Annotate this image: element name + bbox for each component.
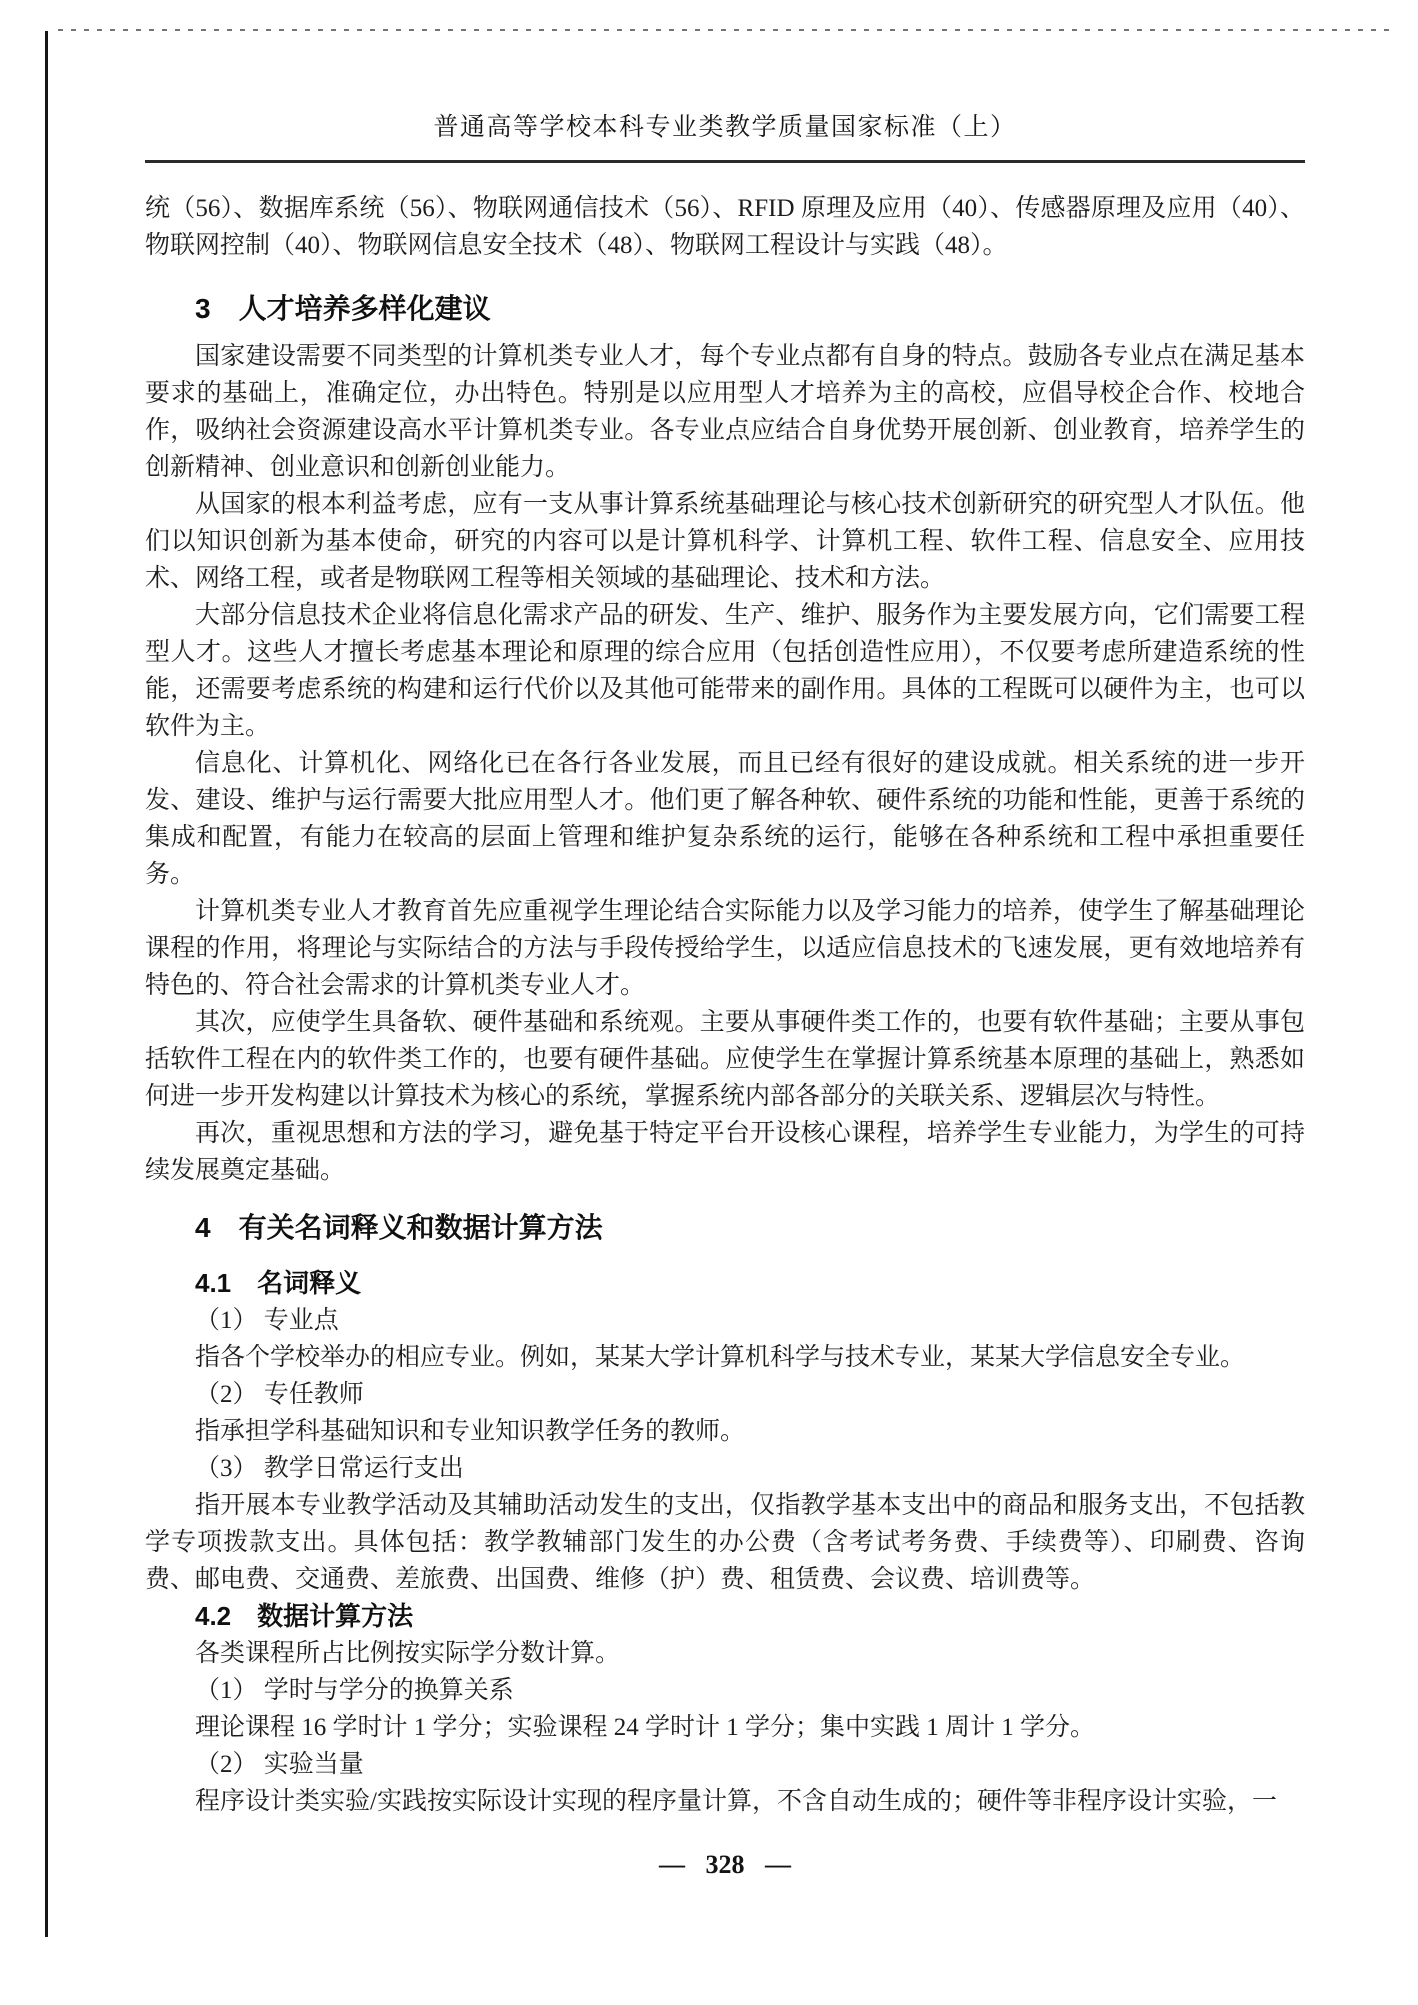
page-number: — 328 — <box>659 1850 791 1879</box>
definition-paragraph: 程序设计类实验/实践按实际设计实现的程序量计算，不含自动生成的；硬件等非程序设计实验，一 <box>195 1788 1277 1815</box>
paragraph: 从国家的根本利益考虑，应有一支从事计算系统基础理论与核心技术创新研究的研究型人才队伍。他们以知识创新为基本使命，研究的内容可以是计算机科学、计算机工程、软件工程、信息安全、应用技术、网络工程，或者是物联网工程等相关领域的基础理论、技术和方法。 <box>145 491 1305 592</box>
header-rule <box>145 160 1305 163</box>
paragraph: 其次，应使学生具备软、硬件基础和系统观。主要从事硬件类工作的，也要有软件基础；主要从事包括软件工程在内的软件类工作的，也要有硬件基础。应使学生在掌握计算系统基本原理的基础上，熟悉如何进一步开发构建以计算技术为核心的系统，掌握系统内部各部分的关联关系、逻辑层次与特性。 <box>145 1009 1305 1110</box>
page-column <box>145 110 1305 1820</box>
body-text <box>145 190 1305 1820</box>
paragraph: 计算机类专业人才教育首先应重视学生理论结合实际能力以及学习能力的培养，使学生了解基础理论课程的作用，将理论与实际结合的方法与手段传授给学生，以适应信息技术的飞速发展，更有效地培养有特色的、符合社会需求的计算机类专业人才。 <box>145 898 1305 999</box>
definition-paragraph: 指承担学科基础知识和专业知识教学任务的教师。 <box>195 1418 746 1445</box>
term-line: （3） 教学日常运行支出 <box>195 1455 464 1482</box>
intro-paragraph: 各类课程所占比例按实际学分数计算。 <box>195 1640 621 1667</box>
paragraph: 信息化、计算机化、网络化已在各行各业发展，而且已经有很好的建设成就。相关系统的进一步开发、建设、维护与运行需要大批应用型人才。他们更了解各种软、硬件系统的功能和性能，更善于系统的集成和配置，有能力在较高的层面上管理和维护复杂系统的运行，能够在各种系统和工程中承担重要任务。 <box>145 750 1305 888</box>
scan-noise-line <box>58 29 1390 31</box>
term-line: （1） 学时与学分的换算关系 <box>195 1677 514 1704</box>
definition-paragraph: 指各个学校举办的相应专业。例如，某某大学计算机科学与技术专业，某某大学信息安全专业。 <box>195 1344 1246 1371</box>
term-line: （2） 专任教师 <box>195 1381 364 1408</box>
paragraph: 再次，重视思想和方法的学习，避免基于特定平台开设核心课程，培养学生专业能力，为学生的可持续发展奠定基础。 <box>145 1120 1305 1184</box>
subsection-4-2-heading: 4.2 数据计算方法 <box>195 1601 414 1631</box>
scan-edge-line <box>45 31 48 1937</box>
definition-paragraph: 理论课程 16 学时计 1 学分；实验课程 24 学时计 1 学分；集中实践 1 周计 1 学分。 <box>195 1714 1096 1741</box>
section-3-heading: 3 人才培养多样化建议 <box>195 293 491 324</box>
term-line: （1） 专业点 <box>195 1307 339 1334</box>
running-header-title: 普通高等学校本科专业类教学质量国家标准（上） <box>433 114 1017 141</box>
paragraph: 国家建设需要不同类型的计算机类专业人才，每个专业点都有自身的特点。鼓励各专业点在满足基本要求的基础上，准确定位，办出特色。特别是以应用型人才培养为主的高校，应倡导校企合作、校地合作，吸纳社会资源建设高水平计算机类专业。各专业点应结合自身优势开展创新、创业教育，培养学生的创新精神、创业意识和创新创业能力。 <box>145 343 1305 481</box>
continuation-paragraph: 统（56）、数据库系统（56）、物联网通信技术（56）、RFID 原理及应用（40）、传感器原理及应用（40）、物联网控制（40）、物联网信息安全技术（48）、物联网工程设计与实践（48）。 <box>145 195 1305 259</box>
definition-paragraph: 指开展本专业教学活动及其辅助活动发生的支出，仅指教学基本支出中的商品和服务支出，不包括教学专项拨款支出。具体包括：教学教辅部门发生的办公费（含考试考务费、手续费等）、印刷费、咨询费、邮电费、交通费、差旅费、出国费、维修（护）费、租赁费、会议费、培训费等。 <box>145 1492 1305 1593</box>
term-line: （2） 实验当量 <box>195 1751 364 1778</box>
paragraph: 大部分信息技术企业将信息化需求产品的研发、生产、维护、服务作为主要发展方向，它们需要工程型人才。这些人才擅长考虑基本理论和原理的综合应用（包括创造性应用），不仅要考虑所建造系统的性能，还需要考虑系统的构建和运行代价以及其他可能带来的副作用。具体的工程既可以硬件为主，也可以软件为主。 <box>145 602 1305 740</box>
section-4-heading: 4 有关名词释义和数据计算方法 <box>195 1212 603 1243</box>
subsection-4-1-heading: 4.1 名词释义 <box>195 1268 362 1298</box>
